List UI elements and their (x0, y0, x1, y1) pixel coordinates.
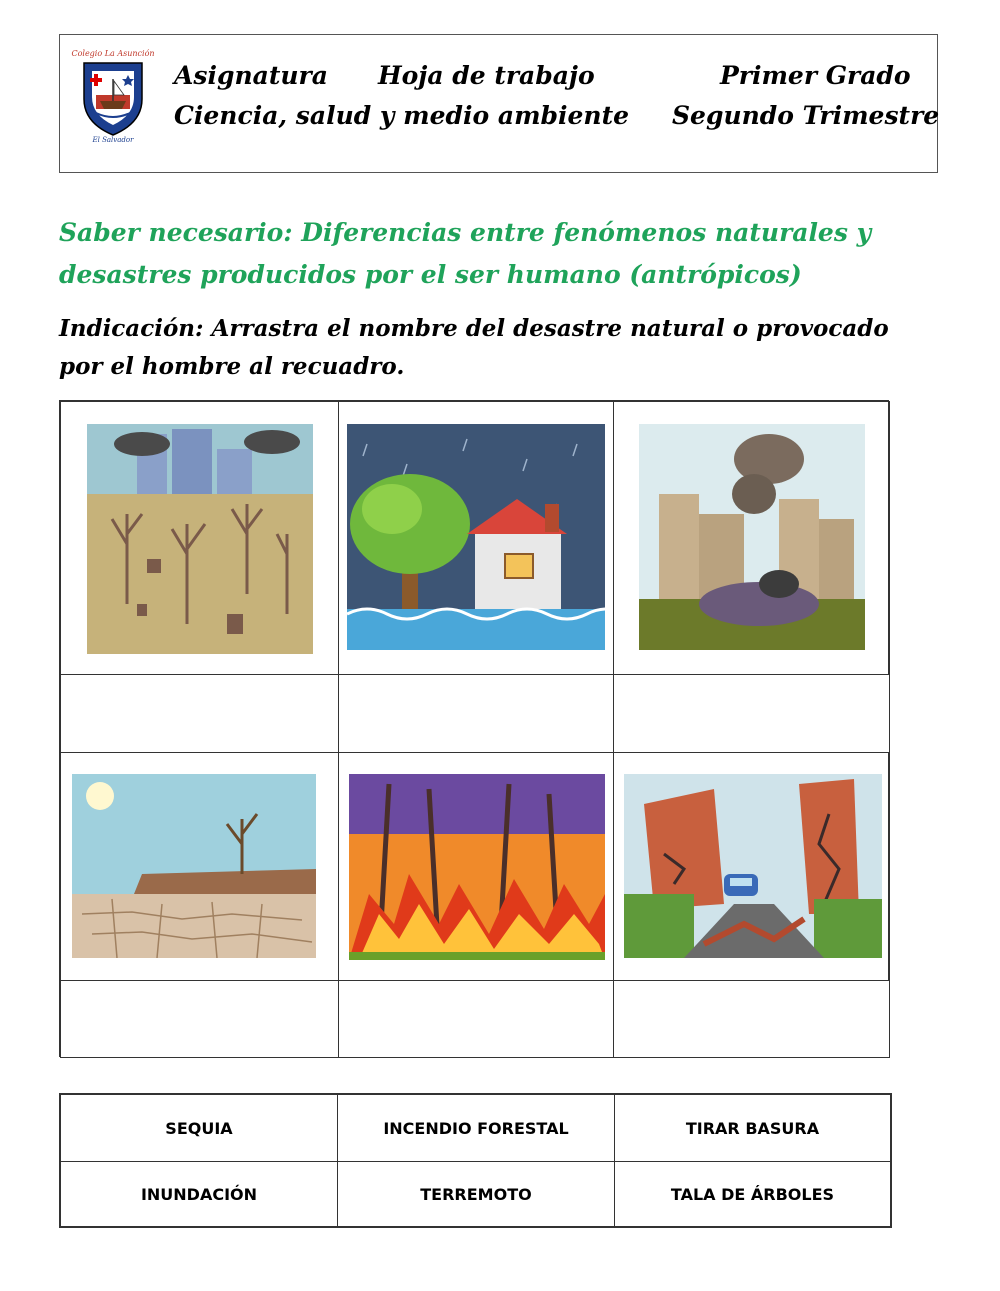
drop-zone-1[interactable] (60, 674, 339, 753)
image-cell-6 (613, 752, 890, 981)
subject-label: Asignatura (174, 61, 328, 90)
drop-zone-3[interactable] (613, 674, 890, 753)
image-cell-2 (338, 401, 614, 675)
drop-zone-2[interactable] (338, 674, 614, 753)
worksheet-label: Hoja de trabajo (378, 61, 595, 90)
word-tala-de-arboles[interactable]: TALA DE ÁRBOLES (614, 1161, 891, 1227)
deforestation-image (87, 424, 313, 654)
garbage-pollution-image (639, 424, 865, 650)
flood-image (347, 424, 605, 650)
word-tirar-basura[interactable]: TIRAR BASURA (614, 1094, 891, 1162)
image-cell-5 (338, 752, 614, 981)
subject-name: Ciencia, salud y medio ambiente (174, 101, 630, 130)
learning-objective: Saber necesario: Diferencias entre fenómenos naturales y desastres producidos por el ser humano (antrópicos) (59, 218, 872, 289)
word-sequia[interactable]: SEQUIA (60, 1094, 338, 1162)
worksheet-header (59, 34, 938, 173)
word-inundacion[interactable]: INUNDACIÓN (60, 1161, 338, 1227)
logo-country: El Salvador (92, 136, 134, 143)
forest-fire-image (349, 774, 605, 960)
drop-zone-4[interactable] (60, 980, 339, 1058)
logo-school-name: Colegio La Asunción (71, 49, 155, 58)
school-logo (70, 43, 156, 143)
term-label: Segundo Trimestre (672, 101, 940, 130)
word-terremoto[interactable]: TERREMOTO (337, 1161, 615, 1227)
earthquake-image (624, 774, 882, 958)
drop-zone-6[interactable] (613, 980, 890, 1058)
grade-label: Primer Grado (720, 61, 911, 90)
matching-grid (59, 400, 889, 1057)
word-bank (59, 1093, 892, 1228)
instructions: Indicación: Arrastra el nombre del desastre natural o provocado por el hombre al recuadro. (59, 315, 889, 380)
drop-zone-5[interactable] (338, 980, 614, 1058)
image-cell-4 (60, 752, 339, 981)
image-cell-3 (613, 401, 890, 675)
image-cell-1 (60, 401, 339, 675)
word-incendio-forestal[interactable]: INCENDIO FORESTAL (337, 1094, 615, 1162)
drought-image (72, 774, 316, 958)
